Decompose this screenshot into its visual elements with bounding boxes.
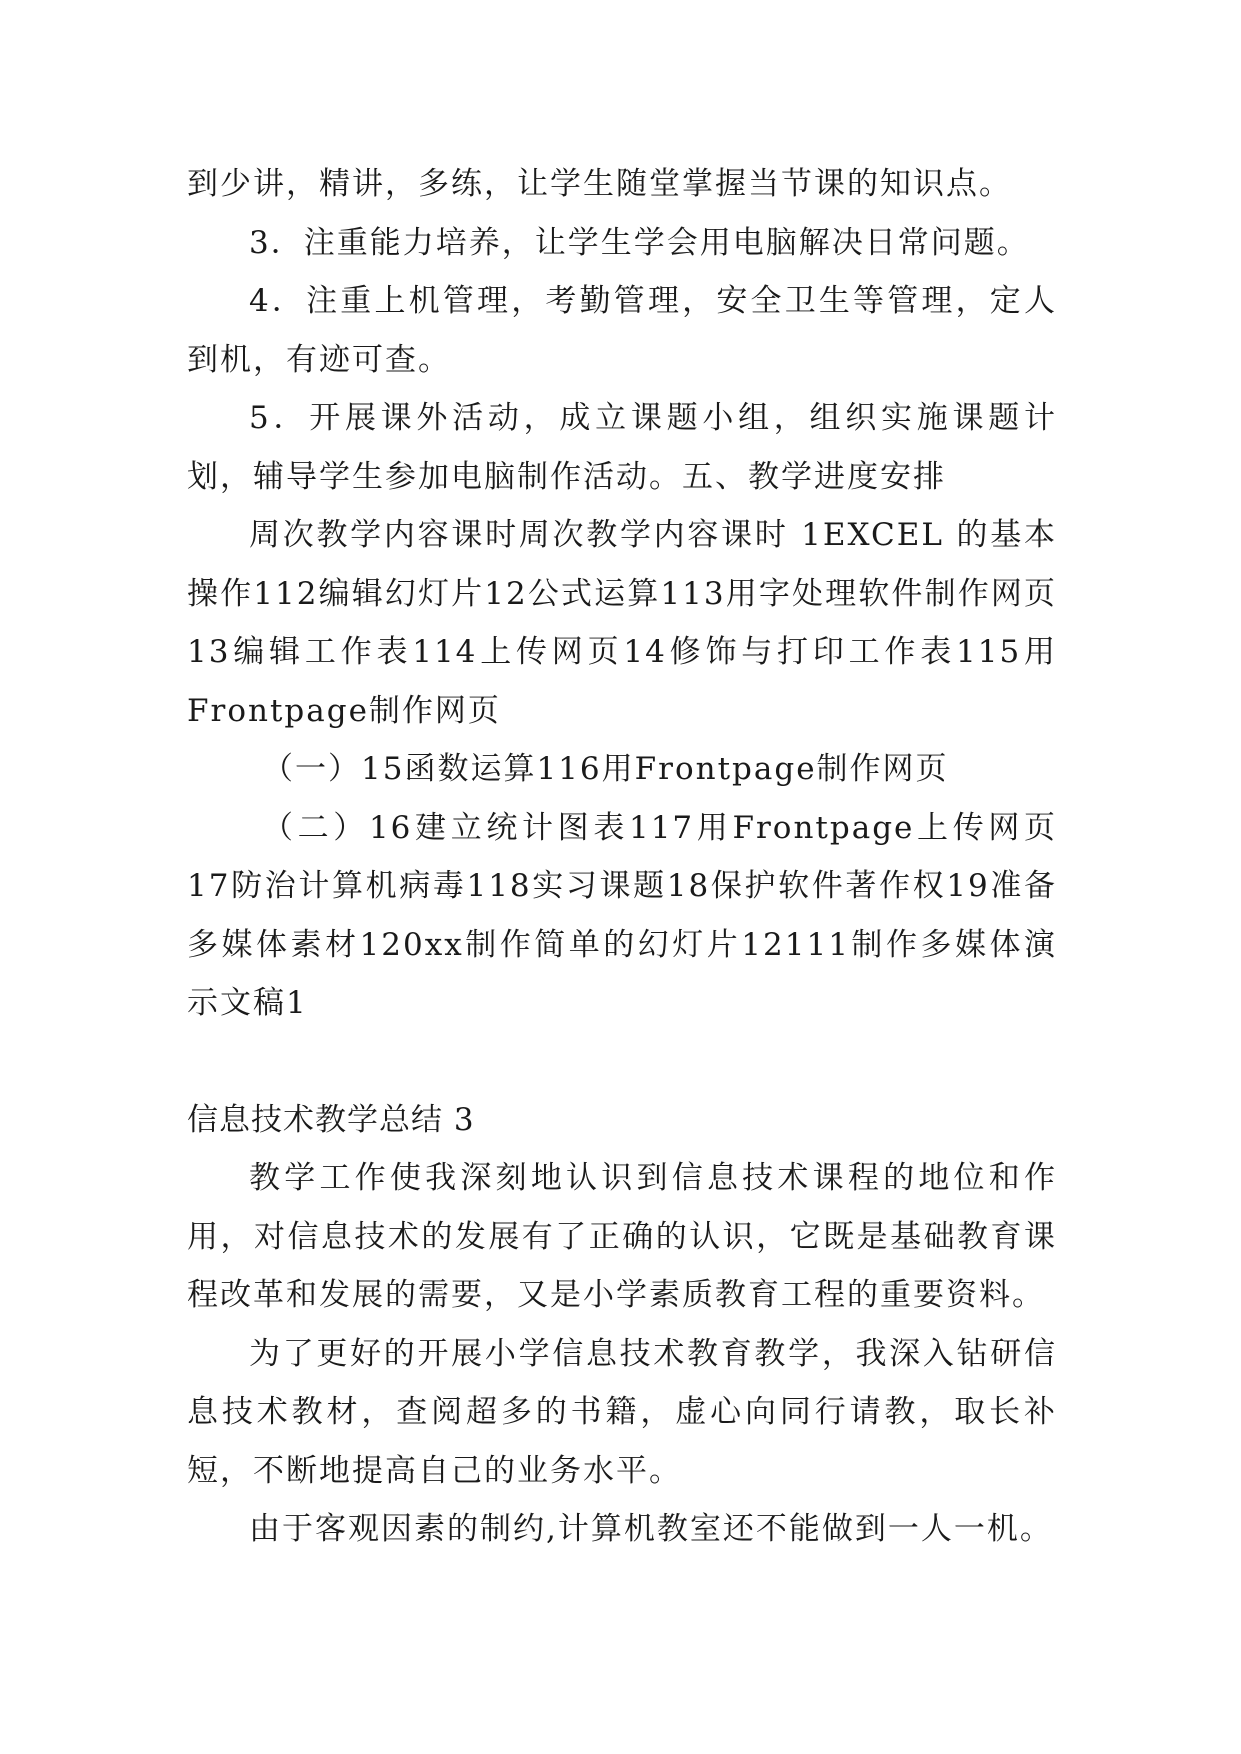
section-title: 信息技术教学总结 3 — [187, 1101, 475, 1138]
paragraph: 4．注重上机管理，考勤管理，安全卫生等管理，定人到机，有迹可查。 — [187, 283, 1057, 378]
paragraph: 教学工作使我深刻地认识到信息技术课程的地位和作用，对信息技术的发展有了正确的认识，它既是基础教育课程改革和发展的需要，又是小学素质教育工程的重要资料。 — [187, 1160, 1057, 1313]
paragraph: 为了更好的开展小学信息技术教育教学，我深入钻研信息技术教材，查阅超多的书籍，虚心向同行请教，取长补短，不断地提高自己的业务水平。 — [187, 1335, 1057, 1489]
paragraph: 周次教学内容课时周次教学内容课时 1EXCEL 的基本操作112编辑幻灯片12公式运算113用字处理软件制作网页13编辑工作表114上传网页14修饰与打印工作表115用Frontpage制作网页 — [187, 517, 1057, 729]
paragraph: 到少讲，精讲，多练，让学生随堂掌握当节课的知识点。 — [187, 166, 1012, 202]
paragraph: （二）16建立统计图表117用Frontpage上传网页17防治计算机病毒118实习课题18保护软件著作权19准备多媒体素材120xx制作简单的幻灯片12111制作多媒体演示文稿1 — [187, 809, 1057, 1021]
document-body — [187, 155, 1057, 1559]
paragraph: 由于客观因素的制约,计算机教室还不能做到一人一机。 — [249, 1511, 1053, 1547]
paragraph: 5．开展课外活动，成立课题小组，组织实施课题计划，辅导学生参加电脑制作活动。五、教学进度安排 — [187, 400, 1057, 495]
paragraph: 3．注重能力培养，让学生学会用电脑解决日常问题。 — [249, 224, 1030, 261]
paragraph: （一）15函数运算116用Frontpage制作网页 — [262, 751, 949, 787]
